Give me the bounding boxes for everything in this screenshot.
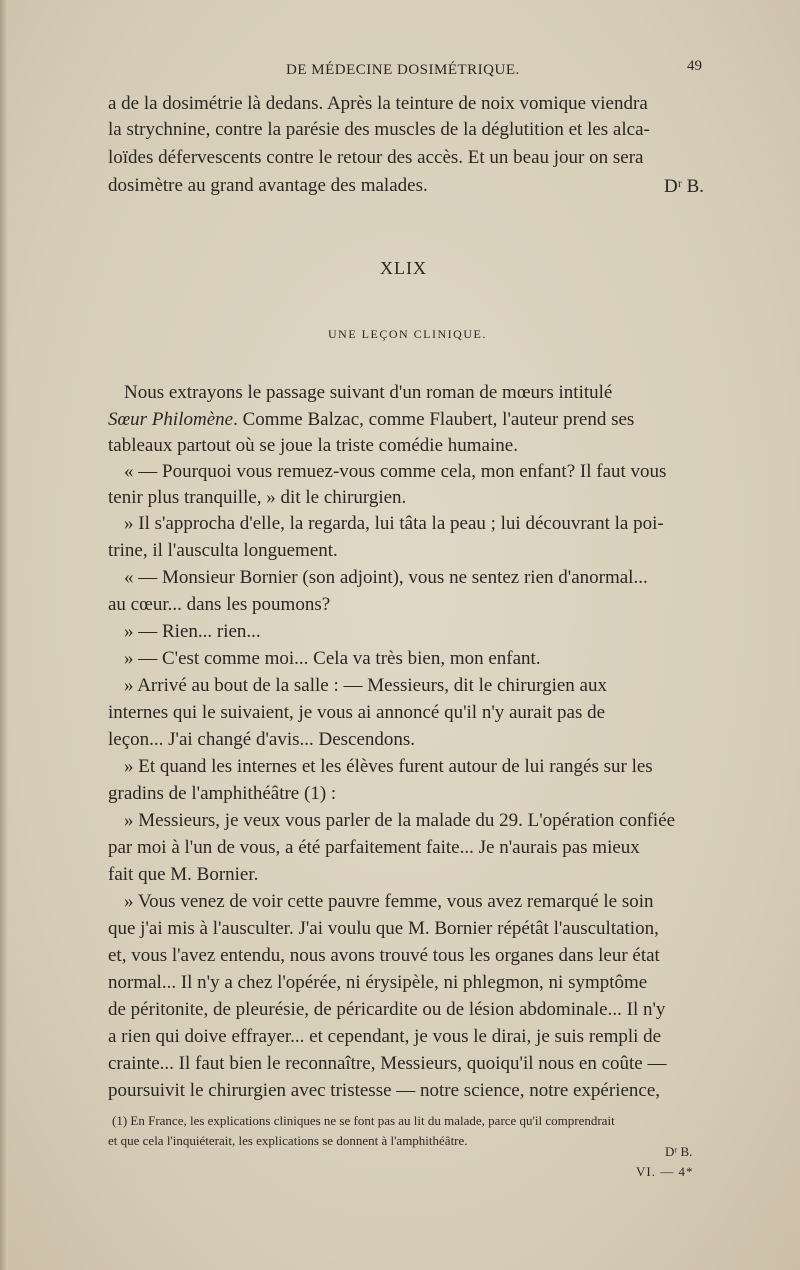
body-line: par moi à l'un de vous, a été parfaitement faite... Je n'aurais pas mieux — [108, 837, 640, 858]
footnote-line: et que cela l'inquiéterait, les explications se donnent à l'amphithéâtre. — [108, 1133, 468, 1148]
novel-title: Sœur Philomène — [108, 409, 234, 430]
body-line: « — Pourquoi vous remuez-vous comme cela, mon enfant? Il faut vous — [124, 461, 667, 482]
body-line: et, vous l'avez entendu, nous avons trouvé tous les organes dans leur état — [108, 945, 660, 966]
page-number: 49 — [687, 58, 702, 74]
body-line-text: . Comme Balzac, comme Flaubert, l'auteur prend ses — [233, 409, 635, 430]
running-title: DE MÉDECINE DOSIMÉTRIQUE. — [286, 62, 520, 78]
body-line: « — Monsieur Bornier (son adjoint), vous ne sentez rien d'anormal... — [124, 567, 648, 588]
intro-line-text: a de la dosimétrie là dedans. Après la teinture de noix vomique viendra — [108, 93, 648, 114]
intro-line — [108, 92, 708, 116]
body-line: » Arrivé au bout de la salle : — Messieurs, dit le chirurgien aux — [124, 675, 607, 696]
body-line — [108, 408, 708, 432]
body-line: » — Rien... rien... — [124, 621, 261, 642]
footnote-signature: Dʳ B. — [665, 1144, 693, 1159]
body-line: » Vous venez de voir cette pauvre femme, vous avez remarqué le soin — [124, 891, 654, 912]
intro-signature: Dʳ B. — [664, 176, 705, 197]
chapter-title: UNE LEÇON CLINIQUE. — [328, 327, 487, 341]
body-line: tableaux partout où se joue la triste comédie humaine. — [108, 435, 518, 456]
body-line: poursuivit le chirurgien avec tristesse — notre science, notre expérience, — [108, 1080, 661, 1101]
body-line: leçon... J'ai changé d'avis... Descendons. — [108, 729, 416, 750]
body-line: » Il s'approcha d'elle, la regarda, lui tâta la peau ; lui découvrant la poi- — [124, 513, 664, 534]
body-line: gradins de l'amphithéâtre (1) : — [108, 783, 337, 804]
body-line: » Et quand les internes et les élèves furent autour de lui rangés sur les — [124, 756, 653, 777]
body-line: crainte... Il faut bien le reconnaître, Messieurs, quoiqu'il nous en coûte — — [108, 1053, 667, 1074]
signature-mark: VI. — 4* — [636, 1164, 694, 1179]
body-line: » Messieurs, je veux vous parler de la malade du 29. L'opération confiée — [124, 810, 676, 831]
page-edge — [0, 0, 8, 1270]
body-line: que j'ai mis à l'ausculter. J'ai voulu que M. Bornier répétât l'auscultation, — [108, 918, 659, 939]
body-line: internes qui le suivaient, je vous ai annoncé qu'il n'y aurait pas de — [108, 702, 606, 723]
body-line: » — C'est comme moi... Cela va très bien, mon enfant. — [124, 648, 541, 669]
chapter-number: XLIX — [380, 258, 427, 278]
body-line: au cœur... dans les poumons? — [108, 594, 331, 615]
body-line: de péritonite, de pleurésie, de péricardite ou de lésion abdominale... Il n'y — [108, 999, 666, 1020]
body-line: fait que M. Bornier. — [108, 864, 259, 885]
intro-line: dosimètre au grand avantage des malades. — [108, 175, 428, 196]
body-line: a rien qui doive effrayer... et cependant, je vous le dirai, je suis rempli de — [108, 1026, 662, 1047]
intro-line: la strychnine, contre la parésie des muscles de la déglutition et les alca- — [108, 119, 650, 140]
footnote-line: (1) En France, les explications cliniques ne se font pas au lit du malade, parce qu'il comprendrait — [112, 1113, 615, 1128]
body-line: tenir plus tranquille, » dit le chirurgien. — [108, 487, 407, 508]
body-line: normal... Il n'y a chez l'opérée, ni érysipèle, ni phlegmon, ni symptôme — [108, 972, 648, 993]
body-line: trine, il l'ausculta longuement. — [108, 540, 338, 561]
intro-line: loïdes défervescents contre le retour des accès. Et un beau jour on sera — [108, 147, 644, 168]
body-line: Nous extrayons le passage suivant d'un roman de mœurs intitulé — [124, 382, 613, 403]
